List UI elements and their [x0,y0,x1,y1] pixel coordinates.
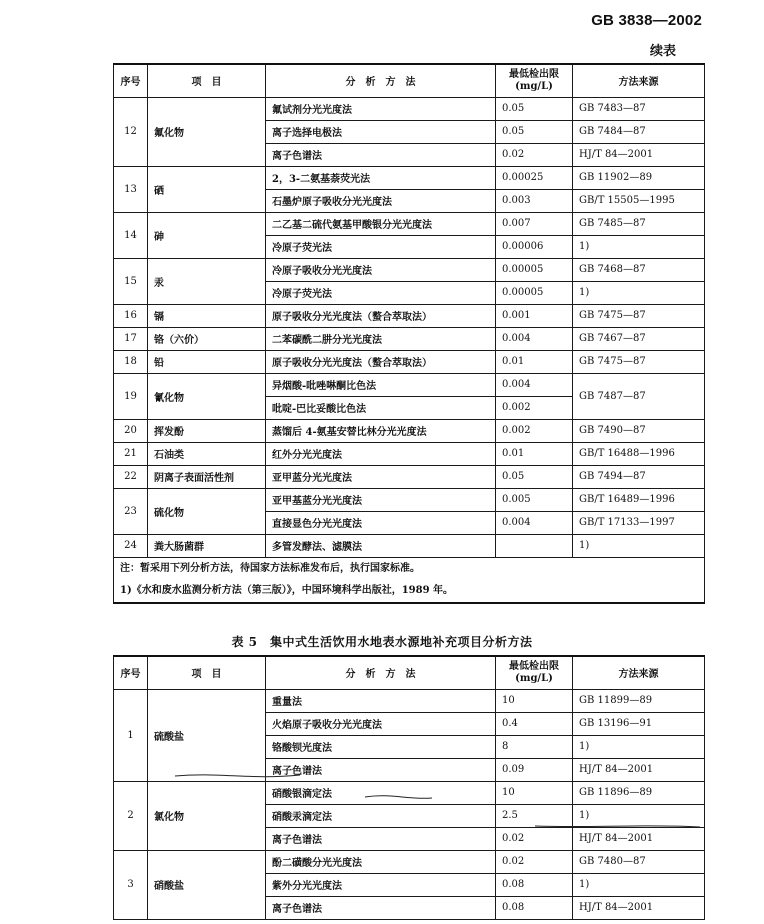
note-text: 注：暂采用下列分析方法，待国家方法标准发布后，执行国家标准。 [120,562,420,574]
table-row [114,419,705,442]
row-item: 硝酸盐 [148,850,266,919]
row-method: 冷原子荧光法 [266,235,496,258]
table-row [114,258,705,281]
row-limit: 0.004 [496,327,573,350]
table-row [114,97,705,120]
col-header-limit [496,64,573,97]
row-number: 18 [114,350,148,373]
row-method: 冷原子吸收分光光度法 [266,258,496,281]
row-method: 亚甲基蓝分光光度法 [266,488,496,511]
table-5 [113,655,705,920]
row-method: 紫外分光光度法 [266,873,496,896]
row-source: GB 7490—87 [573,419,705,442]
row-source: GB/T 16489—1996 [573,488,705,511]
row-source: GB 7485—87 [573,212,705,235]
row-limit: 0.08 [496,896,573,919]
table-row [114,212,705,235]
row-limit: 10 [496,781,573,804]
row-number: 23 [114,488,148,534]
row-method: 酚二磺酸分光光度法 [266,850,496,873]
table-header-row [114,64,705,97]
row-method: 离子色谱法 [266,827,496,850]
col-header-no: 序号 [114,64,148,97]
row-method: 直接显色分光光度法 [266,511,496,534]
table-row [114,166,705,189]
row-limit: 0.02 [496,143,573,166]
table-row [114,327,705,350]
row-item: 铅 [148,350,266,373]
row-method: 冷原子荧光法 [266,281,496,304]
row-limit: 0.4 [496,712,573,735]
row-source: 1) [573,534,705,557]
row-limit: 8 [496,735,573,758]
row-method: 火焰原子吸收分光光度法 [266,712,496,735]
row-limit: 0.007 [496,212,573,235]
row-method: 异烟酸-吡唑啉酮比色法 [266,373,496,396]
row-method: 蒸馏后 4-氨基安替比林分光光度法 [266,419,496,442]
row-source: GB 7487—87 [573,373,705,419]
col-header-method: 分 析 方 法 [266,656,496,689]
table-row [114,442,705,465]
row-limit: 0.00025 [496,166,573,189]
row-item: 氯化物 [148,781,266,850]
row-number: 21 [114,442,148,465]
row-source: GB 7484—87 [573,120,705,143]
col-header-item: 项 目 [148,656,266,689]
notes-row [114,557,705,603]
row-source: GB 7467—87 [573,327,705,350]
row-source: GB 7494—87 [573,465,705,488]
row-limit: 0.004 [496,511,573,534]
table-4 [113,63,705,604]
footnote-text: 1)《水和废水监测分析方法（第三版）》，中国环境科学出版社，1989 年。 [120,584,454,596]
row-limit: 0.05 [496,120,573,143]
row-source: HJ/T 84—2001 [573,143,705,166]
limit-unit-line: (mg/L) [515,672,553,684]
row-number: 14 [114,212,148,258]
table-5-title: 表 5 集中式生活饮用水地表水源地补充项目分析方法 [231,635,533,649]
row-limit: 0.02 [496,827,573,850]
row-item: 硒 [148,166,266,212]
row-limit: 0.004 [496,373,573,396]
row-item: 硫化物 [148,488,266,534]
row-number: 24 [114,534,148,557]
row-source: GB 13196—91 [573,712,705,735]
row-item: 镉 [148,304,266,327]
row-method: 离子色谱法 [266,758,496,781]
row-number: 17 [114,327,148,350]
row-method: 二苯碳酰二肼分光光度法 [266,327,496,350]
limit-unit-line: (mg/L) [515,80,553,92]
table-notes [114,557,705,603]
col-header-limit [496,656,573,689]
row-method: 红外分光光度法 [266,442,496,465]
row-source: 1) [573,281,705,304]
row-number: 13 [114,166,148,212]
table-header-row [114,656,705,689]
row-source: GB/T 16488—1996 [573,442,705,465]
row-method: 重量法 [266,689,496,712]
row-item: 砷 [148,212,266,258]
row-method: 氟试剂分光光度法 [266,97,496,120]
row-limit: 0.002 [496,419,573,442]
table-row [114,350,705,373]
row-method: 原子吸收分光光度法（螯合萃取法） [266,350,496,373]
row-limit: 0.00006 [496,235,573,258]
col-header-source: 方法来源 [573,64,705,97]
row-source: GB 11902—89 [573,166,705,189]
table-row [114,373,705,396]
row-item: 粪大肠菌群 [148,534,266,557]
row-limit: 0.005 [496,488,573,511]
row-limit: 0.08 [496,873,573,896]
row-limit: 0.02 [496,850,573,873]
row-limit: 0.05 [496,465,573,488]
col-header-method: 分 析 方 法 [266,64,496,97]
row-number: 1 [114,689,148,781]
row-number: 22 [114,465,148,488]
row-item: 挥发酚 [148,419,266,442]
row-limit: 10 [496,689,573,712]
row-method: 离子色谱法 [266,896,496,919]
table-row [114,689,705,712]
table-row [114,781,705,804]
row-item: 氰化物 [148,373,266,419]
col-header-no: 序号 [114,656,148,689]
table-row [114,465,705,488]
row-method: 离子色谱法 [266,143,496,166]
row-source: 1) [573,804,705,827]
row-item: 汞 [148,258,266,304]
row-limit: 0.01 [496,442,573,465]
row-method: 硝酸银滴定法 [266,781,496,804]
row-method: 离子选择电极法 [266,120,496,143]
limit-header-line: 最低检出限 [509,660,559,672]
row-source: HJ/T 84—2001 [573,827,705,850]
row-source: 1) [573,873,705,896]
row-method: 2，3-二氨基萘荧光法 [266,166,496,189]
row-method: 铬酸钡光度法 [266,735,496,758]
table-row [114,534,705,557]
table-row [114,850,705,873]
row-source: 1) [573,735,705,758]
row-source: HJ/T 84—2001 [573,896,705,919]
row-source: GB 11899—89 [573,689,705,712]
row-number: 16 [114,304,148,327]
row-source: GB/T 17133—1997 [573,511,705,534]
row-item: 石油类 [148,442,266,465]
row-source: GB 11896—89 [573,781,705,804]
row-source: GB/T 15505—1995 [573,189,705,212]
row-limit: 0.002 [496,396,573,419]
row-method: 二乙基二硫代氨基甲酸银分光光度法 [266,212,496,235]
row-limit: 0.001 [496,304,573,327]
row-limit: 2.5 [496,804,573,827]
row-source: 1) [573,235,705,258]
row-item: 铬（六价） [148,327,266,350]
row-number: 3 [114,850,148,919]
row-item: 氟化物 [148,97,266,166]
continued-label: 续表 [649,44,676,59]
col-header-source: 方法来源 [573,656,705,689]
row-method: 吡啶-巴比妥酸比色法 [266,396,496,419]
row-method: 硝酸汞滴定法 [266,804,496,827]
row-source: GB 7480—87 [573,850,705,873]
row-limit: 0.05 [496,97,573,120]
row-number: 20 [114,419,148,442]
standard-code: GB 3838—2002 [591,12,702,29]
row-limit [496,534,573,557]
row-source: GB 7483—87 [573,97,705,120]
row-source: GB 7468—87 [573,258,705,281]
table-row [114,488,705,511]
row-item: 阴离子表面活性剂 [148,465,266,488]
row-limit: 0.00005 [496,281,573,304]
row-method: 石墨炉原子吸收分光光度法 [266,189,496,212]
row-method: 原子吸收分光光度法（螯合萃取法） [266,304,496,327]
row-source: GB 7475—87 [573,350,705,373]
row-method: 多管发酵法、滤膜法 [266,534,496,557]
row-source: GB 7475—87 [573,304,705,327]
row-item: 硫酸盐 [148,689,266,781]
row-limit: 0.01 [496,350,573,373]
row-limit: 0.00005 [496,258,573,281]
row-limit: 0.09 [496,758,573,781]
col-header-item: 项 目 [148,64,266,97]
row-number: 15 [114,258,148,304]
row-number: 2 [114,781,148,850]
row-number: 12 [114,97,148,166]
row-number: 19 [114,373,148,419]
row-method: 亚甲蓝分光光度法 [266,465,496,488]
limit-header-line: 最低检出限 [509,68,559,80]
row-limit: 0.003 [496,189,573,212]
table-row [114,304,705,327]
row-source: HJ/T 84—2001 [573,758,705,781]
